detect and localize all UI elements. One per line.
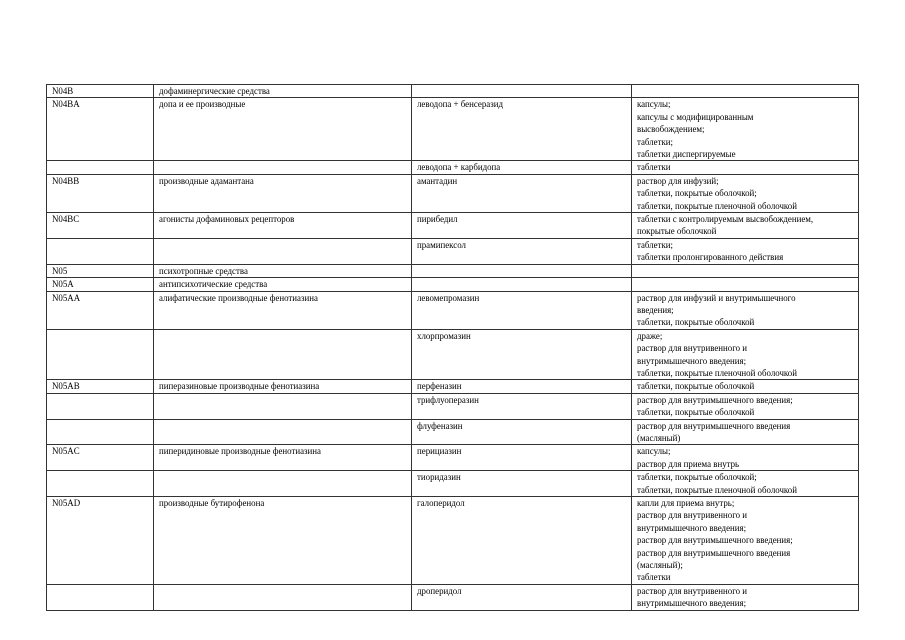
atc-code-cell: N04BB (47, 174, 154, 212)
table-row (47, 238, 859, 264)
atc-code-cell: N05AC (47, 445, 154, 471)
anatomical-therapeutic-group-cell: пиперазиновые производные фенотиазина (154, 380, 412, 393)
table-row (47, 291, 859, 329)
atc-code-cell: N04BA (47, 98, 154, 161)
table-row (47, 213, 859, 239)
atc-code-cell: N05AD (47, 497, 154, 585)
table-row (47, 419, 859, 445)
dosage-form-cell: таблетки с контролируемым высвобождением, покрытые оболочкой (632, 213, 859, 239)
atc-code-cell (47, 161, 154, 174)
dosage-form-cell: раствор для внутримышечного введения (масляный) (632, 419, 859, 445)
anatomical-therapeutic-group-cell: пиперидиновые производные фенотиазина (154, 445, 412, 471)
drug-name-cell: хлорпромазин (412, 329, 632, 380)
dosage-form-cell (632, 85, 859, 98)
table-body (47, 85, 859, 611)
atc-code-cell: N05AA (47, 291, 154, 329)
table-row (47, 497, 859, 585)
table-row (47, 393, 859, 419)
drug-name-cell: галоперидол (412, 497, 632, 585)
drug-name-cell: флуфеназин (412, 419, 632, 445)
table-row (47, 471, 859, 497)
drug-name-cell: пирибедил (412, 213, 632, 239)
table-row (47, 161, 859, 174)
drug-name-cell: леводопа + бенсеразид (412, 98, 632, 161)
dosage-form-cell: таблетки; таблетки пролонгированного действия (632, 238, 859, 264)
drug-name-cell: амантадин (412, 174, 632, 212)
table-row (47, 264, 859, 277)
table-row (47, 329, 859, 380)
anatomical-therapeutic-group-cell: допа и ее производные (154, 98, 412, 161)
dosage-form-cell (632, 278, 859, 291)
dosage-form-cell: раствор для инфузий и внутримышечного введения; таблетки, покрытые оболочкой (632, 291, 859, 329)
drug-name-cell: прамипексол (412, 238, 632, 264)
drug-name-cell: леводопа + карбидопа (412, 161, 632, 174)
anatomical-therapeutic-group-cell (154, 393, 412, 419)
dosage-form-cell: таблетки, покрытые оболочкой; таблетки, покрытые пленочной оболочкой (632, 471, 859, 497)
drug-name-cell: дроперидол (412, 584, 632, 610)
anatomical-therapeutic-group-cell (154, 238, 412, 264)
drug-name-cell (412, 278, 632, 291)
atc-code-cell: N04BC (47, 213, 154, 239)
table-row (47, 380, 859, 393)
dosage-form-cell: раствор для внутримышечного введения; таблетки, покрытые оболочкой (632, 393, 859, 419)
atc-code-cell: N04B (47, 85, 154, 98)
anatomical-therapeutic-group-cell: производные бутирофенона (154, 497, 412, 585)
table-row (47, 174, 859, 212)
dosage-form-cell: раствор для внутривенного и внутримышечного введения; (632, 584, 859, 610)
dosage-form-cell (632, 264, 859, 277)
drug-name-cell: трифлуоперазин (412, 393, 632, 419)
drug-name-cell: перициазин (412, 445, 632, 471)
dosage-form-cell: капсулы; раствор для приема внутрь (632, 445, 859, 471)
drug-name-cell: тиоридазин (412, 471, 632, 497)
anatomical-therapeutic-group-cell (154, 161, 412, 174)
table-row (47, 98, 859, 161)
atc-code-cell: N05 (47, 264, 154, 277)
table-row (47, 445, 859, 471)
dosage-form-cell: таблетки (632, 161, 859, 174)
anatomical-therapeutic-group-cell: психотропные средства (154, 264, 412, 277)
anatomical-therapeutic-group-cell (154, 584, 412, 610)
anatomical-therapeutic-group-cell: дофаминергические средства (154, 85, 412, 98)
anatomical-therapeutic-group-cell: антипсихотические средства (154, 278, 412, 291)
dosage-form-cell: раствор для инфузий; таблетки, покрытые оболочкой; таблетки, покрытые пленочной оболочкой (632, 174, 859, 212)
anatomical-therapeutic-group-cell: агонисты дофаминовых рецепторов (154, 213, 412, 239)
drug-name-cell: левомепромазин (412, 291, 632, 329)
anatomical-therapeutic-group-cell (154, 419, 412, 445)
anatomical-therapeutic-group-cell: алифатические производные фенотиазина (154, 291, 412, 329)
drug-classification-table (46, 84, 859, 611)
dosage-form-cell: драже; раствор для внутривенного и внутримышечного введения; таблетки, покрытые пленочной оболочкой (632, 329, 859, 380)
drug-name-cell (412, 85, 632, 98)
dosage-form-cell: капли для приема внутрь; раствор для внутривенного и внутримышечного введения; раствор для внутримышечного введения; раствор для внутримышечного введения (масляный); таблетки (632, 497, 859, 585)
anatomical-therapeutic-group-cell: производные адамантана (154, 174, 412, 212)
drug-name-cell: перфеназин (412, 380, 632, 393)
dosage-form-cell: таблетки, покрытые оболочкой (632, 380, 859, 393)
anatomical-therapeutic-group-cell (154, 471, 412, 497)
atc-code-cell (47, 471, 154, 497)
atc-code-cell: N05AB (47, 380, 154, 393)
atc-code-cell (47, 584, 154, 610)
anatomical-therapeutic-group-cell (154, 329, 412, 380)
dosage-form-cell: капсулы; капсулы с модифицированным высвобождением; таблетки; таблетки диспергируемые (632, 98, 859, 161)
atc-code-cell (47, 329, 154, 380)
drug-name-cell (412, 264, 632, 277)
atc-code-cell (47, 393, 154, 419)
atc-code-cell (47, 238, 154, 264)
atc-code-cell (47, 419, 154, 445)
table-row (47, 584, 859, 610)
table-row (47, 278, 859, 291)
table-row (47, 85, 859, 98)
atc-code-cell: N05A (47, 278, 154, 291)
